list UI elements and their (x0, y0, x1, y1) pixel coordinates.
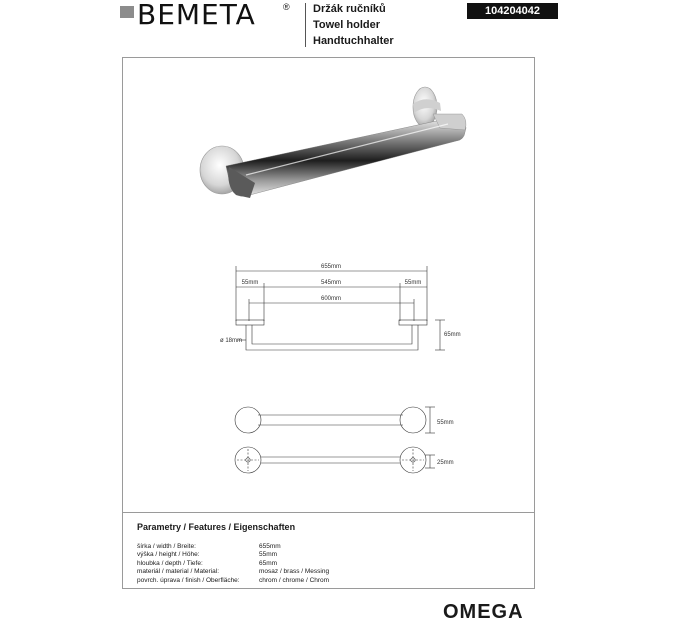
param-value: mosaz / brass / Messing (259, 568, 330, 576)
dim-left-offset-label: 55mm (241, 280, 259, 286)
dim-diameter-label: ø 18mm (220, 338, 243, 344)
param-value: 655mm (259, 543, 281, 550)
mounting-view-drawing (235, 447, 435, 473)
dim-spacing-label: 600mm (320, 296, 342, 302)
param-label: výška / height / Höhe: (137, 551, 200, 559)
param-label: šírka / width / Breite: (137, 543, 196, 550)
dim-mount-label: 25mm (437, 460, 454, 466)
param-row-finish (137, 577, 397, 585)
dim-height-label: 65mm (444, 332, 461, 338)
param-value: 65mm (259, 559, 278, 567)
param-label: hloubka / depth / Tiefe: (137, 559, 203, 567)
dim-bar-label: 545mm (320, 280, 342, 286)
top-view-drawing (235, 407, 435, 433)
title-german: Handtuchhalter (313, 35, 394, 47)
param-row-material (137, 568, 397, 576)
title-english: Towel holder (313, 19, 381, 31)
dim-right-offset-label: 55mm (404, 280, 422, 286)
product-photo (200, 87, 466, 198)
series-name: OMEGA (443, 601, 524, 623)
product-code-badge: 104204042 (467, 3, 558, 19)
side-view-drawing (236, 266, 445, 350)
registered-mark: ® (283, 2, 290, 12)
param-row-depth (137, 560, 397, 568)
brand-name: BEMETA (137, 0, 256, 31)
dim-rosette-label: 55mm (437, 420, 454, 426)
parameters-title: Parametry / Features / Eigenschaften (137, 522, 296, 532)
param-label: materiál / material / Material: (137, 568, 219, 576)
param-label: povrch. úprava / finish / Oberfläche: (137, 576, 240, 584)
title-czech: Držák ručníků (313, 3, 386, 15)
param-row-width (137, 543, 397, 551)
param-value: chrom / chrome / Chrom (259, 576, 330, 584)
param-row-height (137, 551, 397, 559)
param-value: 55mm (259, 551, 278, 559)
parameters-table (137, 543, 397, 585)
dim-overall-label: 655mm (320, 264, 342, 270)
